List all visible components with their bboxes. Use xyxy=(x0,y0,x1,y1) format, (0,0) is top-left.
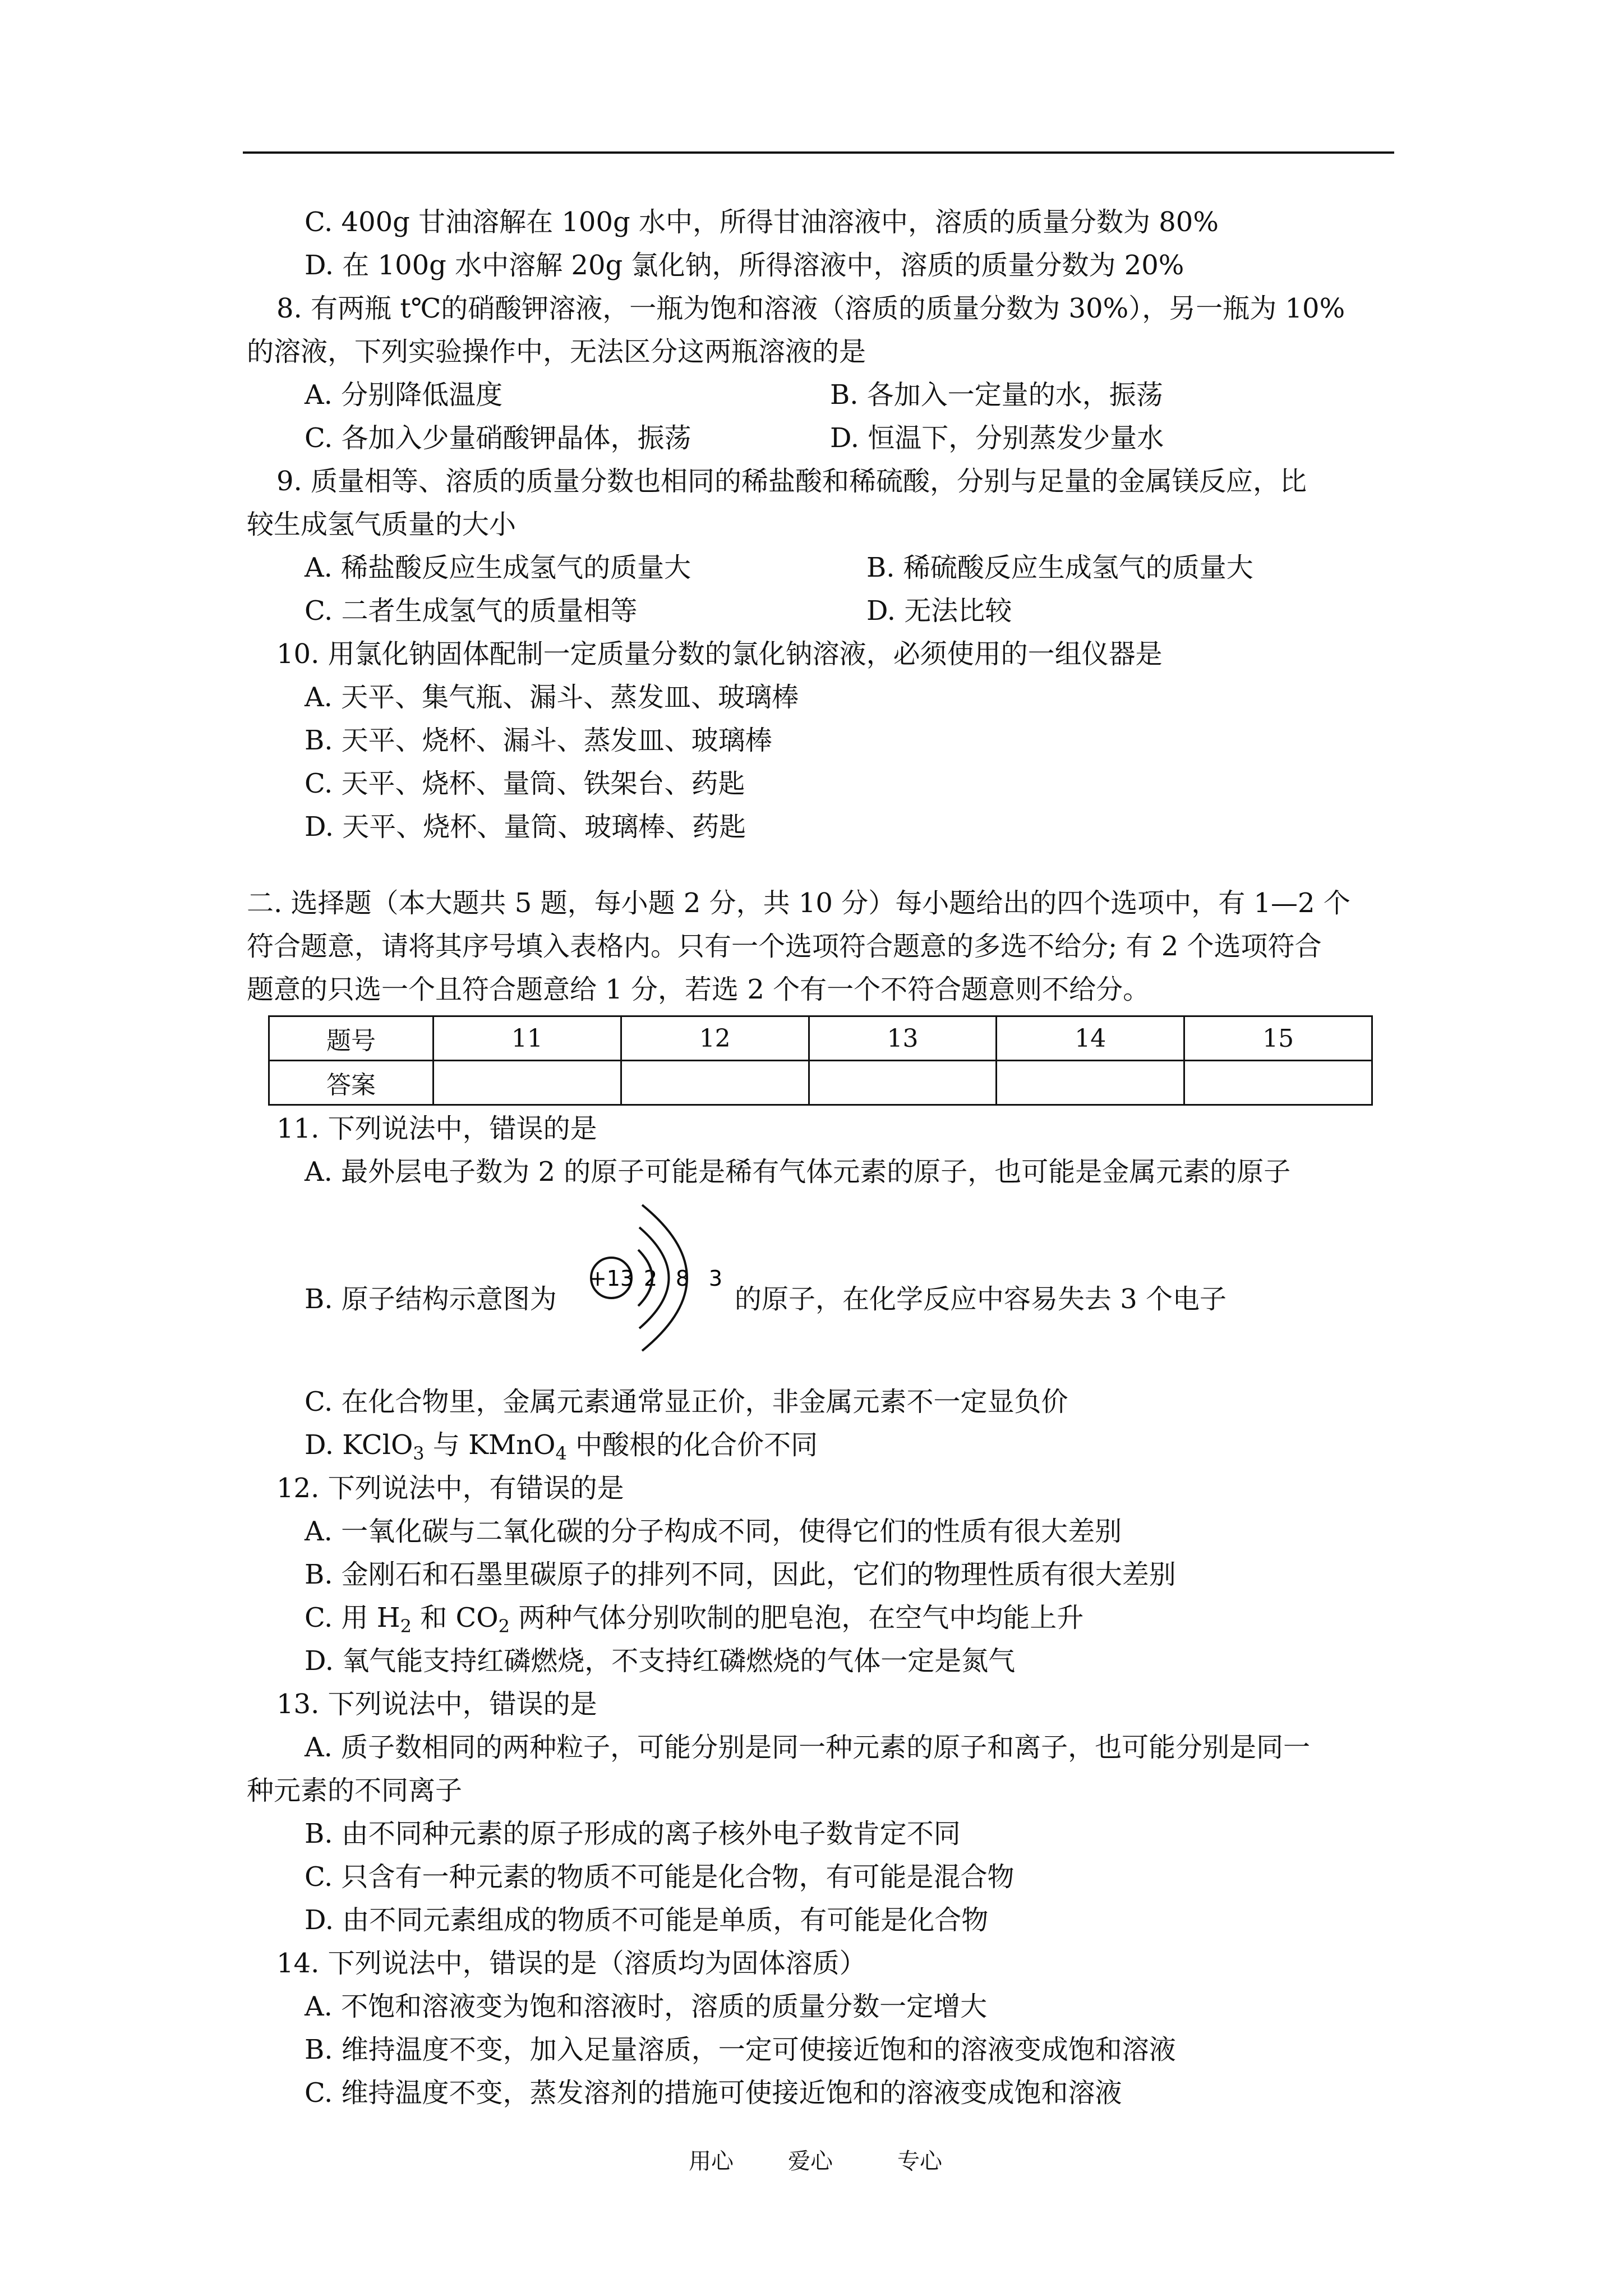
q12-stem: 12. 下列说法中，有错误的是 xyxy=(276,1473,624,1504)
q8-option-c: C. 各加入少量硝酸钾晶体，振荡 xyxy=(305,422,691,454)
q12-option-b: B. 金刚石和石墨里碳原子的排列不同，因此，它们的物理性质有很大差别 xyxy=(305,1559,1176,1590)
answer-table-row-numbers xyxy=(269,1016,1372,1061)
footer-text-2: 爱心 xyxy=(788,2148,833,2174)
answer-table-number-15: 15 xyxy=(1184,1016,1372,1061)
header-rule xyxy=(243,151,1394,154)
answer-cell-15[interactable] xyxy=(1184,1061,1372,1105)
q11-option-a: A. 最外层电子数为 2 的原子可能是稀有气体元素的原子，也可能是金属元素的原子 xyxy=(305,1156,1291,1188)
q13-option-d: D. 由不同元素组成的物质不可能是单质，有可能是化合物 xyxy=(305,1904,989,1936)
answer-cell-12[interactable] xyxy=(621,1061,809,1105)
q9-stem-2: 较生成氢气质量的大小 xyxy=(247,509,517,540)
atom-shell-2: 8 xyxy=(675,1266,690,1291)
answer-cell-14[interactable] xyxy=(997,1061,1184,1105)
q11-option-b-prefix: B. 原子结构示意图为 xyxy=(305,1283,557,1315)
q9-option-a: A. 稀盐酸反应生成氢气的质量大 xyxy=(305,552,691,583)
q7-option-d: D. 在 100g 水中溶解 20g 氯化钠，所得溶液中，溶质的质量分数为 20% xyxy=(305,250,1184,281)
q13-option-a-2: 种元素的不同离子 xyxy=(247,1775,463,1806)
q11-option-b-suffix: 的原子，在化学反应中容易失去 3 个电子 xyxy=(735,1283,1227,1315)
q9-stem-1: 9. 质量相等、溶质的质量分数也相同的稀盐酸和稀硫酸，分别与足量的金属镁反应，比 xyxy=(276,466,1307,497)
answer-cell-11[interactable] xyxy=(434,1061,621,1105)
q14-stem: 14. 下列说法中，错误的是（溶质均为固体溶质） xyxy=(276,1948,866,1979)
q12-c-sub-1: 2 xyxy=(400,1616,412,1637)
atom-nucleus-label: +13 xyxy=(588,1266,634,1291)
footer-text-1: 用心 xyxy=(689,2148,734,2174)
q13-stem: 13. 下列说法中，错误的是 xyxy=(276,1688,597,1720)
q10-option-b: B. 天平、烧杯、漏斗、蒸发皿、玻璃棒 xyxy=(305,725,772,756)
q12-c-sub-2: 2 xyxy=(498,1616,510,1637)
q7-option-c: C. 400g 甘油溶解在 100g 水中，所得甘油溶液中，溶质的质量分数为 80% xyxy=(305,206,1219,238)
q12-option-d: D. 氧气能支持红磷燃烧，不支持红磷燃烧的气体一定是氮气 xyxy=(305,1645,1016,1677)
q9-option-b: B. 稀硫酸反应生成氢气的质量大 xyxy=(866,552,1253,583)
q8-option-d: D. 恒温下，分别蒸发少量水 xyxy=(830,422,1164,454)
footer-text-3: 专心 xyxy=(897,2148,942,2174)
q12-c-part-1: C. 用 H xyxy=(305,1602,400,1634)
answer-table-label-answer: 答案 xyxy=(269,1061,434,1105)
q8-option-a: A. 分别降低温度 xyxy=(305,379,503,411)
atom-structure-diagram xyxy=(583,1194,735,1362)
q11-d-part-3: 中酸根的化合价不同 xyxy=(566,1429,818,1461)
answer-table-number-12: 12 xyxy=(621,1016,809,1061)
q8-option-b: B. 各加入一定量的水，振荡 xyxy=(830,379,1163,411)
q12-c-part-3: 两种气体分别吹制的肥皂泡，在空气中均能上升 xyxy=(509,1602,1084,1634)
q12-c-part-2: 和 CO xyxy=(412,1602,499,1634)
answer-table xyxy=(268,1015,1373,1106)
atom-shell-1: 2 xyxy=(643,1266,658,1291)
answer-table-row-answers xyxy=(269,1061,1372,1105)
q11-d-sub-1: 3 xyxy=(413,1443,425,1464)
q10-option-d: D. 天平、烧杯、量筒、玻璃棒、药匙 xyxy=(305,811,746,843)
answer-table-number-14: 14 xyxy=(997,1016,1184,1061)
answer-table-label-number: 题号 xyxy=(269,1016,434,1061)
q11-d-part-2: 与 KMnO xyxy=(424,1429,556,1461)
q8-stem-1: 8. 有两瓶 t℃的硝酸钾溶液，一瓶为饱和溶液（溶质的质量分数为 30%），另一瓶为 10% xyxy=(276,293,1345,324)
answer-table-number-11: 11 xyxy=(434,1016,621,1061)
q10-stem: 10. 用氯化钠固体配制一定质量分数的氯化钠溶液，必须使用的一组仪器是 xyxy=(276,638,1163,670)
q9-option-d: D. 无法比较 xyxy=(866,595,1012,627)
q11-stem: 11. 下列说法中，错误的是 xyxy=(276,1113,597,1144)
answer-table-number-13: 13 xyxy=(809,1016,997,1061)
q8-stem-2: 的溶液，下列实验操作中，无法区分这两瓶溶液的是 xyxy=(247,336,866,367)
q13-option-c: C. 只含有一种元素的物质不可能是化合物，有可能是混合物 xyxy=(305,1861,1015,1893)
q14-option-b: B. 维持温度不变，加入足量溶质，一定可使接近饱和的溶液变成饱和溶液 xyxy=(305,2034,1176,2065)
section2-instructions-2: 符合题意，请将其序号填入表格内。只有一个选项符合题意的多选不给分; 有 2 个选项符合 xyxy=(247,931,1322,962)
q11-option-d xyxy=(305,1428,818,1462)
answer-cell-13[interactable] xyxy=(809,1061,997,1105)
q11-option-c: C. 在化合物里，金属元素通常显正价，非金属元素不一定显负价 xyxy=(305,1386,1068,1418)
q11-d-part-1: D. KClO xyxy=(305,1429,413,1461)
atom-shell-3: 3 xyxy=(708,1266,723,1291)
section2-instructions-3: 题意的只选一个且符合题意给 1 分，若选 2 个有一个不符合题意则不给分。 xyxy=(247,974,1150,1005)
q10-option-a: A. 天平、集气瓶、漏斗、蒸发皿、玻璃棒 xyxy=(305,682,799,713)
q9-option-c: C. 二者生成氢气的质量相等 xyxy=(305,595,638,627)
q13-option-a-1: A. 质子数相同的两种粒子，可能分别是同一种元素的原子和离子，也可能分别是同一 xyxy=(305,1732,1311,1763)
q11-d-sub-2: 4 xyxy=(555,1443,567,1464)
q13-option-b: B. 由不同种元素的原子形成的离子核外电子数肯定不同 xyxy=(305,1818,961,1849)
q14-option-c: C. 维持温度不变，蒸发溶剂的措施可使接近饱和的溶液变成饱和溶液 xyxy=(305,2077,1122,2109)
q12-option-c xyxy=(305,1601,1083,1635)
q12-option-a: A. 一氧化碳与二氧化碳的分子构成不同，使得它们的性质有很大差别 xyxy=(305,1516,1122,1547)
q14-option-a: A. 不饱和溶液变为饱和溶液时，溶质的质量分数一定增大 xyxy=(305,1991,988,2022)
section2-instructions-1: 二. 选择题（本大题共 5 题，每小题 2 分，共 10 分）每小题给出的四个选项中，有 1—2 个 xyxy=(247,887,1350,919)
q10-option-c: C. 天平、烧杯、量筒、铁架台、药匙 xyxy=(305,768,745,799)
